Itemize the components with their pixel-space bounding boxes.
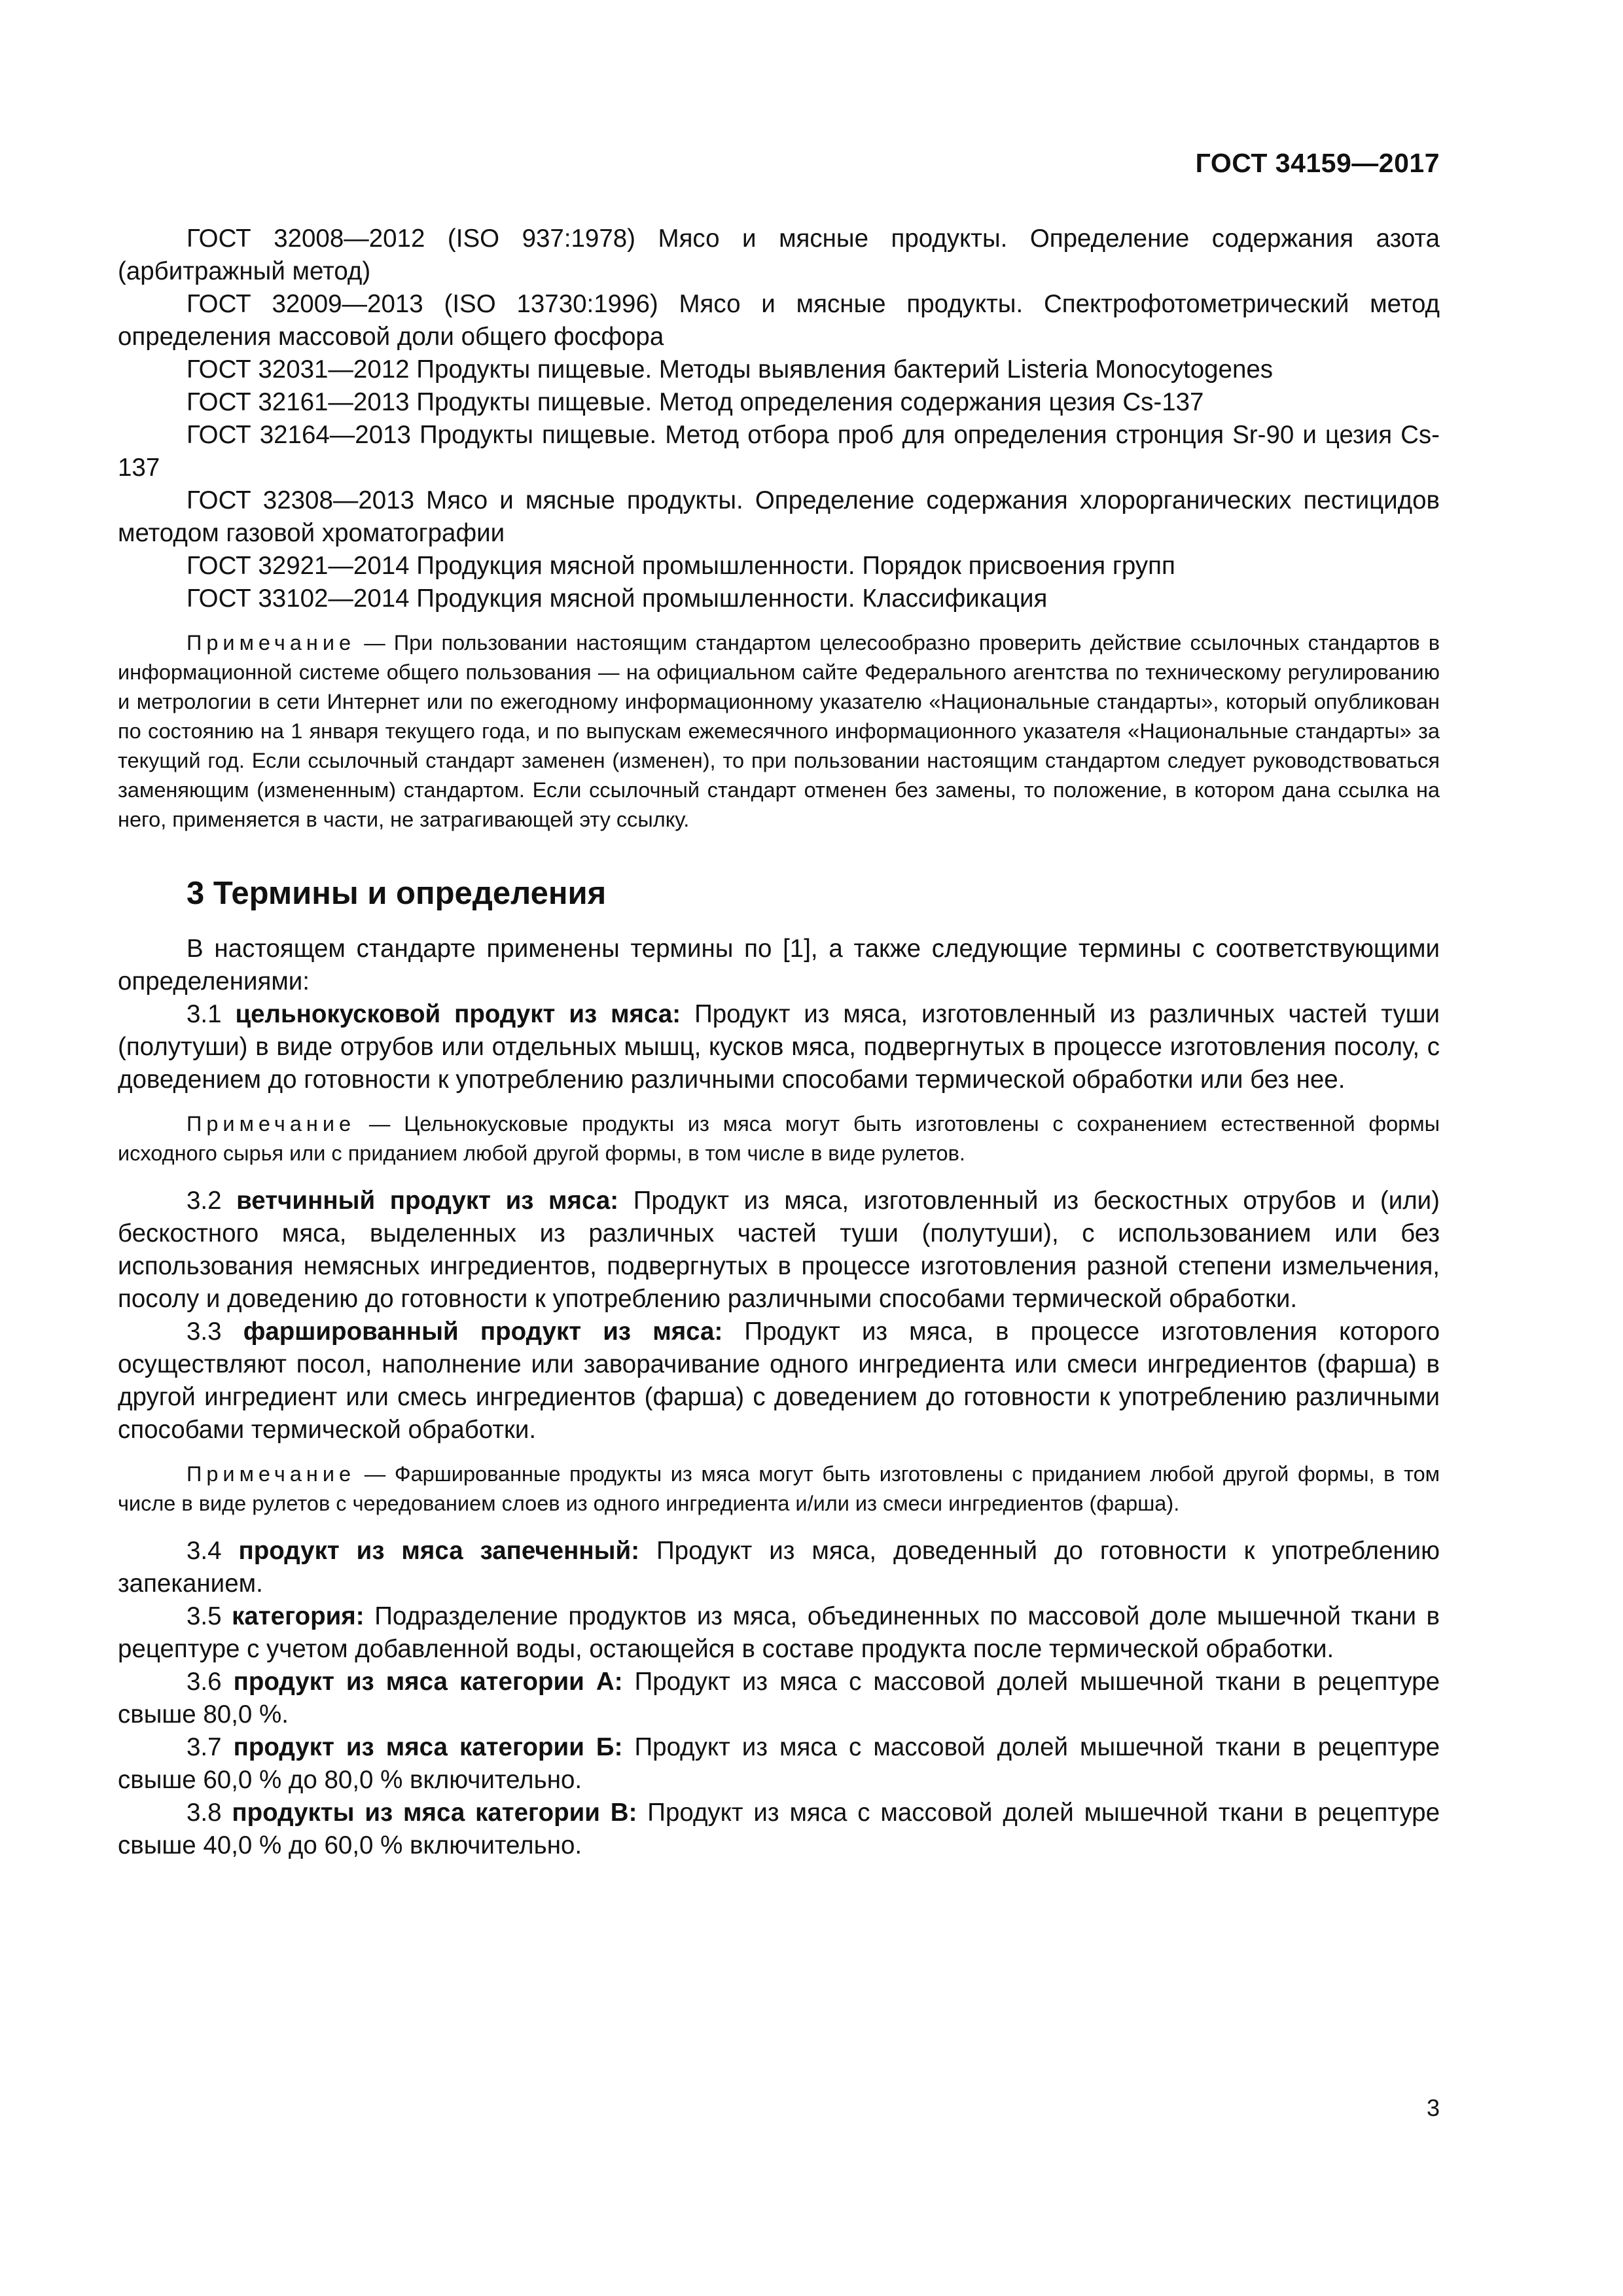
note-label: Примечание <box>187 631 356 655</box>
reference-item: ГОСТ 32009—2013 (ISO 13730:1996) Мясо и мясные продукты. Спектрофотометрический метод определения массовой доли общего фосфора <box>118 290 1440 351</box>
note-text: Цельнокусковые продукты из мяса могут быть изготовлены с сохранением естественной формы исходного сырья или с приданием любой другой формы, в том числе в виде рулетов. <box>118 1112 1440 1165</box>
page-content <box>118 223 1440 1862</box>
section-title: 3 Термины и определения <box>187 876 607 911</box>
term-text: Продукт из мяса, в процессе изготовления которого осуществляют посол, наполнение или заворачивание одного ингредиента или смеси ингредиентов (фарша) в другой ингредиент или смесь ингредиентов (фарша) с доведением до готовности к употреблению различными способами термической обработки. <box>118 1318 1440 1444</box>
reference-item: ГОСТ 32008—2012 (ISO 937:1978) Мясо и мясные продукты. Определение содержания азота (арбитражный метод) <box>118 224 1440 285</box>
term-name: цельнокусковой продукт из мяса: <box>235 1000 681 1028</box>
note-term-3-3 <box>118 1460 1440 1518</box>
note-text: При пользовании настоящим стандартом целесообразно проверить действие ссылочных стандартов в информационной системе общего пользования — на официальном сайте Федерального агентства по техническому регулированию и метрологии в сети Интернет или по ежегодному информационному указателю «Национальные стандарты», который опубликован по состоянию на 1 января текущего года, и по выпускам ежемесячного информационного указателя «Национальные стандарты» за текущий год. Если ссылочный стандарт заменен (изменен), то при пользовании настоящим стандартом следует руководствоваться заменяющим (измененным) стандартом. Если ссылочный стандарт отменен без замены, то положение, в котором дана ссылка на него, применяется в части, не затрагивающей эту ссылку. <box>118 631 1440 831</box>
term-definition <box>118 1600 1440 1666</box>
term-number: 3.8 <box>187 1799 232 1827</box>
term-definition <box>118 1185 1440 1316</box>
term-number: 3.4 <box>187 1537 239 1565</box>
term-number: 3.6 <box>187 1668 234 1696</box>
term-definition <box>118 1731 1440 1797</box>
term-definition <box>118 1316 1440 1446</box>
term-name: продукт из мяса категории А: <box>233 1668 623 1696</box>
document-code: ГОСТ 34159—2017 <box>1195 148 1440 178</box>
term-name: категория: <box>232 1602 365 1630</box>
term-text: Продукт из мяса с массовой долей мышечной ткани в рецептуре свыше 80,0 %. <box>118 1668 1440 1729</box>
term-definition <box>118 1535 1440 1600</box>
reference-item: ГОСТ 32161—2013 Продукты пищевые. Метод определения содержания цезия Cs-137 <box>187 388 1204 416</box>
term-number: 3.3 <box>187 1318 243 1346</box>
term-name: продукты из мяса категории В: <box>232 1799 637 1827</box>
note-term-3-1 <box>118 1109 1440 1168</box>
reference-item: ГОСТ 32031—2012 Продукты пищевые. Методы выявления бактерий Listeria Monocytogenes <box>187 355 1274 384</box>
term-name: продукт из мяса запеченный: <box>238 1537 640 1565</box>
term-number: 3.7 <box>187 1733 234 1761</box>
reference-item: ГОСТ 32308—2013 Мясо и мясные продукты. Определение содержания хлорорганических пестицидов методом газовой хроматографии <box>118 486 1440 547</box>
note-dash: — <box>355 631 394 655</box>
term-text: Продукт из мяса, изготовленный из бескостных отрубов и (или) бескостного мяса, выделенных из различных частей туши (полутуши), с использованием или без использования немясных ингредиентов, подвергнутых в процессе изготовления разной степени измельчения, посолу и доведению до готовности к употреблению различными способами термической обработки. <box>118 1187 1440 1313</box>
term-text: Продукт из мяса с массовой долей мышечной ткани в рецептуре свыше 60,0 % до 80,0 % включительно. <box>118 1733 1440 1794</box>
note-dash: — <box>355 1462 395 1486</box>
note-text: Фаршированные продукты из мяса могут быть изготовлены с приданием любой другой формы, в том числе в виде рулетов с чередованием слоев из одного ингредиента и/или из смеси ингредиентов (фарша). <box>118 1462 1440 1515</box>
section-intro: В настоящем стандарте применены термины по [1], а также следующие термины с соответствующими определениями: <box>118 935 1440 996</box>
term-name: продукт из мяса категории Б: <box>233 1733 623 1761</box>
note-label: Примечание <box>187 1112 356 1136</box>
reference-item: ГОСТ 32164—2013 Продукты пищевые. Метод отбора проб для определения стронция Sr-90 и цезия Cs-137 <box>118 421 1440 482</box>
term-number: 3.2 <box>187 1187 237 1215</box>
reference-item: ГОСТ 33102—2014 Продукция мясной промышленности. Классификация <box>187 584 1048 613</box>
term-text: Продукт из мяса, доведенный до готовности к употреблению запеканием. <box>118 1537 1440 1598</box>
page-number: 3 <box>1426 2094 1440 2121</box>
term-number: 3.1 <box>187 1000 236 1028</box>
note-references <box>118 628 1440 834</box>
term-definition <box>118 1666 1440 1731</box>
term-text: Подразделение продуктов из мяса, объединенных по массовой доле мышечной ткани в рецептуре с учетом добавленной воды, остающейся в составе продукта после термической обработки. <box>118 1602 1440 1663</box>
note-label: Примечание <box>187 1462 356 1486</box>
term-definition <box>118 998 1440 1096</box>
term-number: 3.5 <box>187 1602 232 1630</box>
note-dash: — <box>355 1112 404 1136</box>
term-name: фаршированный продукт из мяса: <box>243 1318 723 1346</box>
term-definition <box>118 1797 1440 1862</box>
term-text: Продукт из мяса с массовой долей мышечной ткани в рецептуре свыше 40,0 % до 60,0 % включительно. <box>118 1799 1440 1859</box>
reference-item: ГОСТ 32921—2014 Продукция мясной промышленности. Порядок присвоения групп <box>187 552 1175 580</box>
term-text: Продукт из мяса, изготовленный из различных частей туши (полутуши) в виде отрубов или отдельных мышц, кусков мяса, подвергнутых в процессе изготовления посолу, с доведением до готовности к употреблению различными способами термической обработки или без нее. <box>118 1000 1440 1094</box>
term-name: ветчинный продукт из мяса: <box>236 1187 619 1215</box>
